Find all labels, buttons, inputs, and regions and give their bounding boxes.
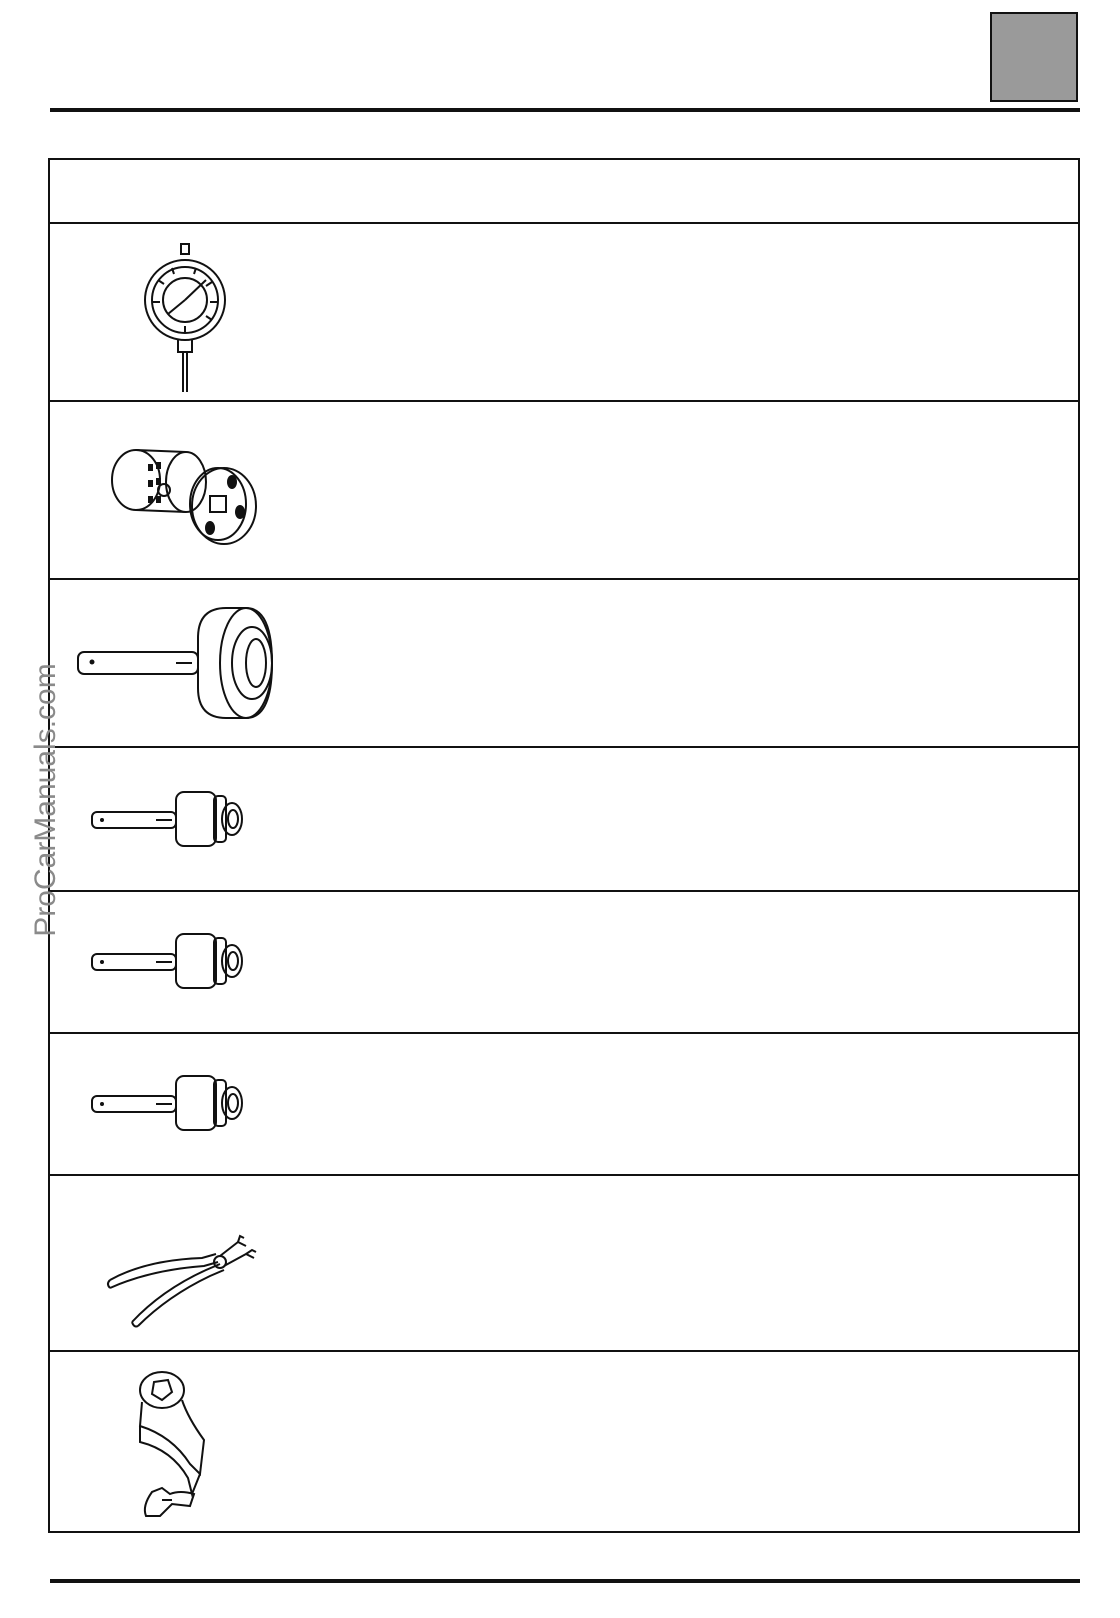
dial-gauge-icon <box>138 240 238 400</box>
table-row <box>50 222 1078 400</box>
table-row <box>50 746 1078 890</box>
section-tab <box>990 12 1078 102</box>
table-row <box>50 890 1078 1032</box>
large-seal-drift-icon <box>76 598 286 728</box>
table-row <box>50 1174 1078 1350</box>
table-row <box>50 1032 1078 1174</box>
seal-drift-small-icon <box>90 928 250 998</box>
seal-drift-small-icon <box>90 1070 250 1140</box>
table-row <box>50 400 1078 578</box>
crowfoot-wrench-icon <box>132 1366 222 1526</box>
header-rule <box>50 108 1080 112</box>
oil-filter-socket-icon <box>106 440 266 550</box>
watermark-text: ProCarManuals.com <box>29 663 62 937</box>
seal-drift-small-icon <box>90 786 250 856</box>
table-row <box>50 578 1078 746</box>
tools-table <box>48 158 1080 1533</box>
footer-rule <box>50 1579 1080 1583</box>
hose-clip-pliers-icon <box>106 1230 266 1330</box>
table-row <box>50 1350 1078 1533</box>
